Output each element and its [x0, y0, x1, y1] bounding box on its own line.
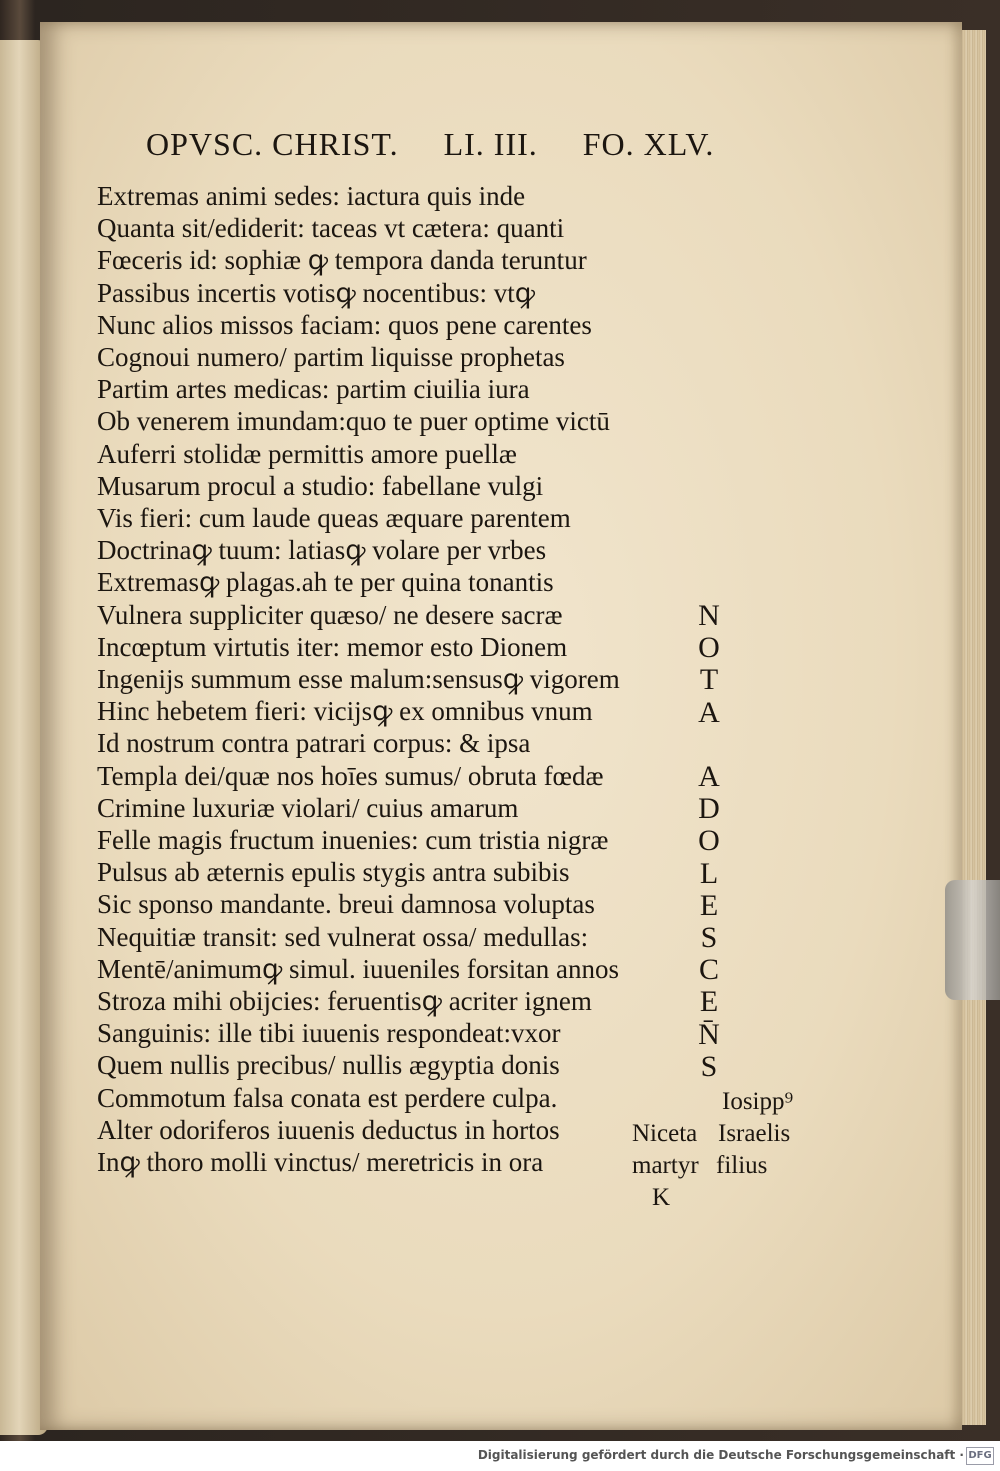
running-head-part: LI. III.	[443, 126, 538, 162]
poem-line: Nunc alios missos faciam: quos pene carentes	[97, 309, 592, 340]
poem-line: Sanguinis: ille tibi iuuenis respondeat:vxor	[97, 1018, 561, 1049]
poem-line: Nequitiæ transit: sed vulnerat ossa/ medullas:	[97, 921, 589, 952]
poem-line: Ob venerem imundam:quo te puer optime victū	[97, 406, 610, 437]
running-head-part: FO. XLV.	[582, 126, 715, 162]
poem-line: Felle magis fructum inuenies: cum tristia nigræ	[97, 825, 609, 856]
poem-line: Hinc hebetem fieri: vicijsꝙ ex omnibus vnum	[97, 696, 593, 727]
running-head	[146, 126, 714, 163]
poem-line: Passibus incertis votisꝙ nocentibus: vtꝙ	[97, 277, 536, 308]
acrostic-margin	[694, 600, 724, 1083]
acrostic-letter: T	[699, 663, 719, 697]
page-stack-edge	[958, 30, 986, 1425]
acrostic-letter: D	[698, 792, 720, 826]
acrostic-gap	[694, 729, 724, 761]
poem-line: Sic sponso mandante. breui damnosa voluptas	[97, 889, 595, 920]
marginal-note-iosipp: Iosipp⁹	[722, 1088, 794, 1115]
running-head-part: OPVSC. CHRIST.	[146, 126, 399, 162]
poem-line: Quanta sit/ediderit: taceas vt cætera: quanti	[97, 213, 565, 244]
footer-bar	[0, 1441, 1000, 1471]
poem-line: Vulnera suppliciter quæso/ ne desere sacræ	[97, 599, 563, 630]
poem-line: Crimine luxuriæ violari/ cuius amarum	[97, 792, 519, 823]
signature-mark: K	[652, 1184, 671, 1211]
poem-line: Extremas animi sedes: iactura quis inde	[97, 181, 526, 211]
poem-line: Vis fieri: cum laude queas æquare parentem	[97, 503, 571, 534]
poem-line: Quem nullis precibus/ nullis ægyptia donis	[97, 1050, 560, 1081]
poem-line: Extremasꝙ plagas.ah te per quina tonantis	[97, 567, 554, 598]
acrostic-letter: S	[700, 1049, 718, 1083]
poem-line: Alter odoriferos iuuenis deductus in hortos	[97, 1114, 560, 1145]
poem-line: Pulsus ab æternis epulis stygis antra subibis	[97, 857, 570, 888]
footer-credit: Digitalisierung gefördert durch die Deutsche Forschungsgemeinschaft ·	[477, 1448, 964, 1462]
acrostic-letter: O	[698, 824, 720, 858]
metal-clip	[945, 880, 1000, 1000]
acrostic-letter: S	[700, 921, 718, 955]
poem-text	[97, 180, 697, 1178]
poem-line: Ingenijs summum esse malum:sensusꝙ vigorem	[97, 664, 620, 695]
poem-line: Mentē/animumꝙ simul. iuueniles forsitan annos	[97, 953, 619, 984]
poem-line: Id nostrum contra patrari corpus: & ipsa	[97, 728, 531, 759]
marginal-note-filius: filius	[716, 1152, 768, 1179]
acrostic-letter: N̄	[698, 1017, 720, 1051]
acrostic-letter: E	[699, 888, 719, 922]
acrostic-letter: N	[698, 599, 720, 632]
acrostic-letter: O	[698, 631, 720, 665]
poem-line: Stroza mihi obijcies: feruentisꝙ acriter ignem	[97, 986, 592, 1017]
marginal-note-israelis: Israelis	[718, 1120, 791, 1147]
poem-line: Doctrinaꝙ tuum: latiasꝙ volare per vrbes	[97, 535, 547, 566]
acrostic-letter: L	[699, 856, 719, 890]
marginal-note-niceta: Niceta	[632, 1120, 698, 1147]
acrostic-letter: E	[699, 985, 719, 1019]
poem-line: Inꝙ thoro molli vinctus/ meretricis in ora	[97, 1147, 544, 1178]
poem-line: Musarum procul a studio: fabellane vulgi	[97, 470, 544, 501]
poem-line: Commotum falsa conata est perdere culpa.	[97, 1082, 558, 1113]
acrostic-letter: A	[698, 760, 720, 793]
poem-line: Templa dei/quæ nos hoīes sumus/ obruta fœdæ	[97, 760, 604, 791]
poem-line: Cognoui numero/ partim liquisse prophetas	[97, 342, 565, 373]
poem-line: Fœceris id: sophiæ ꝙ tempora danda teruntur	[97, 245, 587, 276]
marginal-note-martyr: martyr	[632, 1152, 699, 1179]
poem-line: Incœptum virtutis iter: memor esto Dionem	[97, 631, 568, 662]
acrostic-letter: C	[698, 953, 719, 987]
poem-line: Auferri stolidæ permittis amore puellæ	[97, 438, 517, 469]
dfg-logo-icon: DFG	[966, 1447, 994, 1465]
poem-line: Partim artes medicas: partim ciuilia iura	[97, 374, 530, 405]
acrostic-letter: A	[698, 695, 720, 729]
